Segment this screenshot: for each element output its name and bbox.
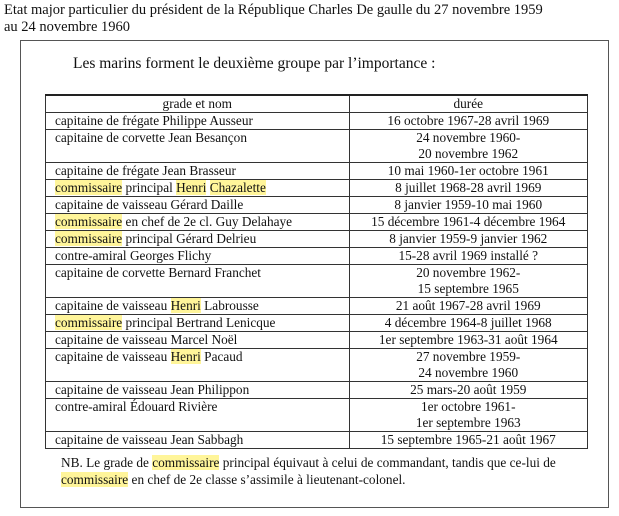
- cell-grade: [46, 163, 350, 180]
- highlighted-term: commissaire: [55, 180, 123, 195]
- table-row: [46, 231, 588, 248]
- cell-grade: [46, 349, 350, 382]
- cell-grade: [46, 113, 350, 130]
- duree-line: 24 novembre 1960-: [416, 130, 521, 145]
- footnote: [61, 455, 581, 488]
- cell-grade: [46, 332, 350, 349]
- cell-text: contre-amiral Édouard Rivière: [55, 399, 218, 414]
- note-text: principal équivaut à celui de commandant, tandis que ce-: [219, 455, 526, 470]
- cell-text: capitaine de vaisseau: [55, 349, 171, 364]
- cell-text: capitaine de vaisseau Jean Philippon: [55, 382, 250, 397]
- cell-duree: [349, 231, 587, 248]
- cell-grade: [46, 399, 350, 432]
- cell-grade: [46, 197, 350, 214]
- duree-line: 15 septembre 1965: [417, 281, 519, 296]
- duree-line: 24 novembre 1960: [418, 365, 519, 380]
- cell-text: capitaine de corvette Jean Besançon: [55, 130, 247, 145]
- duree-line: 15-28 avril 1969 installé ?: [398, 248, 539, 263]
- table-row: [46, 399, 588, 432]
- cell-grade: [46, 231, 350, 248]
- highlighted-term: commissaire: [55, 315, 123, 330]
- table-row: [46, 265, 588, 298]
- duree-line: 16 octobre 1967-28 avril 1969: [387, 113, 550, 128]
- duree-line: 20 novembre 1962-: [416, 265, 521, 280]
- header-line-1: Etat major particulier du président de la République Charles De gaulle du 27 novembre 1959: [4, 2, 543, 18]
- cell-text: capitaine de vaisseau Jean Sabbagh: [55, 432, 244, 447]
- table-body: [46, 113, 588, 449]
- cell-text: capitaine de frégate Jean Brasseur: [55, 163, 236, 178]
- cell-text: capitaine de frégate Philippe Ausseur: [55, 113, 253, 128]
- duree-line: 8 janvier 1959-9 janvier 1962: [389, 231, 548, 246]
- table-row: [46, 248, 588, 265]
- cell-text: capitaine de vaisseau Marcel Noël: [55, 332, 238, 347]
- table-row: [46, 315, 588, 332]
- cell-text: Pacaud: [200, 349, 243, 364]
- cell-duree: [349, 315, 587, 332]
- highlighted-term: commissaire: [152, 455, 220, 470]
- duree-line: 1er septembre 1963: [415, 415, 521, 430]
- duree-line: 21 août 1967-28 avril 1969: [395, 298, 541, 313]
- table-row: [46, 214, 588, 231]
- cell-duree: [349, 163, 587, 180]
- table-row: [46, 298, 588, 315]
- cell-text: principal Gérard Delrieu: [122, 231, 257, 246]
- cell-duree: [349, 265, 587, 298]
- cell-duree: [349, 130, 587, 163]
- table-row: [46, 113, 588, 130]
- cell-duree: [349, 180, 587, 197]
- cell-text: en chef de 2e cl. Guy Delahaye: [122, 214, 293, 229]
- note-text: lui de: [525, 455, 556, 470]
- cell-duree: [349, 382, 587, 399]
- highlighted-term: commissaire: [55, 214, 123, 229]
- cell-grade: [46, 315, 350, 332]
- table-row: [46, 197, 588, 214]
- highlighted-term: Henri: [176, 180, 207, 195]
- cell-grade: [46, 298, 350, 315]
- duree-line: 8 juillet 1968-28 avril 1969: [395, 180, 542, 195]
- duree-line: 15 décembre 1961-4 décembre 1964: [371, 214, 566, 229]
- cell-text: principal Bertrand Lenicque: [122, 315, 276, 330]
- duree-line: 15 septembre 1965-21 août 1967: [380, 432, 556, 447]
- section-subtitle: Les marins forment le deuxième groupe par l’importance :: [73, 55, 436, 72]
- highlighted-term: Chazalette: [209, 180, 266, 195]
- marins-table: [45, 94, 588, 449]
- table-row: [46, 130, 588, 163]
- column-header-duree: durée: [349, 95, 587, 113]
- cell-duree: [349, 349, 587, 382]
- table-row: [46, 432, 588, 449]
- column-header-grade: grade et nom: [46, 95, 350, 113]
- highlighted-term: Henri: [170, 349, 201, 364]
- cell-text: principal: [122, 180, 177, 195]
- cell-text: Labrousse: [200, 298, 259, 313]
- table-row: [46, 332, 588, 349]
- highlighted-term: commissaire: [61, 471, 129, 487]
- cell-duree: [349, 298, 587, 315]
- table-row: [46, 382, 588, 399]
- duree-line: 25 mars-20 août 1959: [410, 382, 527, 397]
- cell-duree: [349, 197, 587, 214]
- cell-grade: [46, 382, 350, 399]
- cell-duree: [349, 432, 587, 449]
- cell-duree: [349, 399, 587, 432]
- duree-line: 20 novembre 1962: [418, 146, 519, 161]
- cell-duree: [349, 113, 587, 130]
- table-row: [46, 349, 588, 382]
- note-text: NB. Le grade de: [61, 455, 153, 470]
- duree-line: 10 mai 1960-1er octobre 1961: [387, 163, 549, 178]
- cell-duree: [349, 332, 587, 349]
- cell-grade: [46, 214, 350, 231]
- duree-line: 1er septembre 1963-31 août 1964: [378, 332, 558, 347]
- table-header-row: [46, 95, 588, 113]
- note-text: en chef de 2e classe s’assimile à lieutenant-colonel.: [128, 471, 406, 487]
- duree-line: 4 décembre 1964-8 juillet 1968: [384, 315, 552, 330]
- cell-text: capitaine de vaisseau Gérard Daille: [55, 197, 244, 212]
- cell-grade: [46, 130, 350, 163]
- cell-grade: [46, 248, 350, 265]
- document-frame: [20, 40, 609, 508]
- header-line-2: au 24 novembre 1960: [4, 19, 131, 35]
- cell-text: capitaine de vaisseau: [55, 298, 171, 313]
- highlighted-term: commissaire: [55, 231, 123, 246]
- duree-line: 8 janvier 1959-10 mai 1960: [394, 197, 543, 212]
- cell-grade: [46, 432, 350, 449]
- duree-line: 27 novembre 1959-: [416, 349, 521, 364]
- cell-text: capitaine de corvette Bernard Franchet: [55, 265, 261, 280]
- cell-duree: [349, 214, 587, 231]
- cell-grade: [46, 180, 350, 197]
- table-row: [46, 163, 588, 180]
- cell-grade: [46, 265, 350, 298]
- cell-text: contre-amiral Georges Flichy: [55, 248, 212, 263]
- document-header: [4, 2, 614, 36]
- cell-duree: [349, 248, 587, 265]
- duree-line: 1er octobre 1961-: [420, 399, 516, 414]
- table-row: [46, 180, 588, 197]
- highlighted-term: Henri: [170, 298, 201, 313]
